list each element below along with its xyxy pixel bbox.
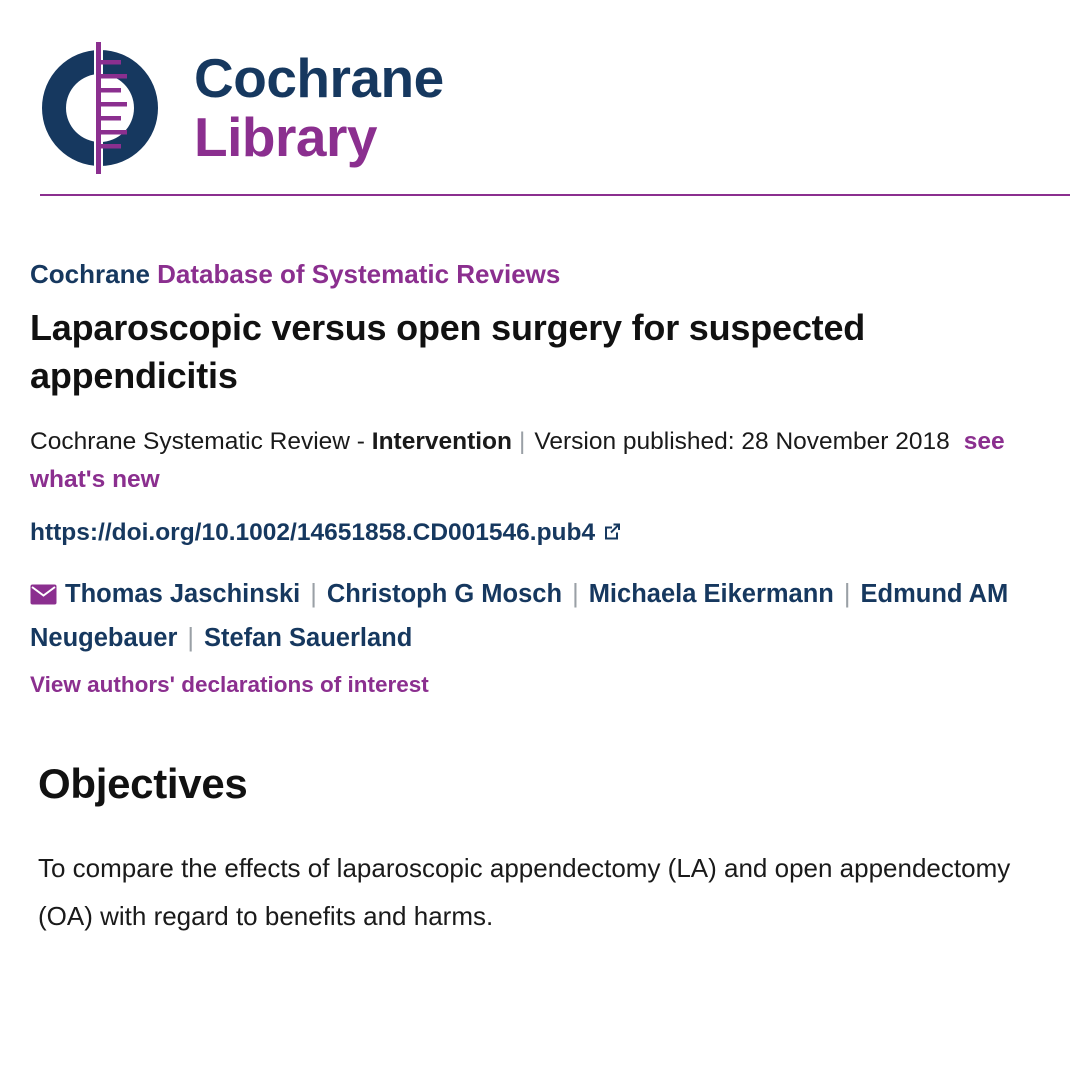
site-header: [0, 0, 1080, 205]
cochrane-library-logo[interactable]: [30, 38, 1080, 178]
section-heading-objectives: Objectives: [38, 759, 248, 807]
author-list: [30, 574, 1040, 658]
doi-link[interactable]: https://doi.org/10.1002/14651858.CD001546.pub4: [30, 519, 596, 547]
author-link[interactable]: Christoph G Mosch: [326, 580, 563, 609]
see-whats-new-link[interactable]: see what's new: [30, 428, 1005, 494]
cochrane-logo-icon: [30, 38, 170, 178]
section-body-objectives: To compare the effects of laparoscopic appendectomy (LA) and open appendectomy (OA) with regard to benefits and harms.: [38, 852, 1011, 931]
author-link[interactable]: Stefan Sauerland: [204, 623, 413, 652]
author-link[interactable]: Thomas Jaschinski: [65, 580, 301, 609]
author-link[interactable]: Edmund AM Neugebauer: [30, 580, 1009, 652]
article-meta: [30, 423, 1020, 499]
declarations-of-interest-link[interactable]: View authors' declarations of interest: [30, 671, 429, 697]
page-title: Laparoscopic versus open surgery for suspected appendicitis: [30, 307, 866, 396]
article-content: [0, 259, 1080, 940]
author-separator: |: [843, 580, 851, 609]
logo-text-cochrane: Cochrane: [194, 47, 444, 109]
author-separator: |: [310, 580, 317, 609]
header-divider: [40, 194, 1070, 196]
author-link[interactable]: Michaela Eikermann: [588, 580, 834, 609]
article-type-label: Cochrane Systematic Review -: [30, 428, 372, 456]
logo-wordmark: [194, 47, 444, 168]
journal-name-prefix: Cochrane: [30, 259, 150, 289]
doi-line: [30, 519, 1050, 548]
logo-text-library: Library: [194, 106, 377, 168]
external-link-icon[interactable]: [602, 520, 622, 548]
meta-separator: |: [518, 428, 526, 456]
article-type-value: Intervention: [371, 428, 512, 456]
journal-name: [30, 259, 1050, 290]
author-separator: |: [187, 623, 194, 652]
envelope-icon[interactable]: [30, 577, 57, 617]
author-separator: |: [572, 580, 579, 609]
journal-name-rest: Database of Systematic Reviews: [157, 259, 561, 289]
version-published: Version published: 28 November 2018: [534, 428, 950, 456]
